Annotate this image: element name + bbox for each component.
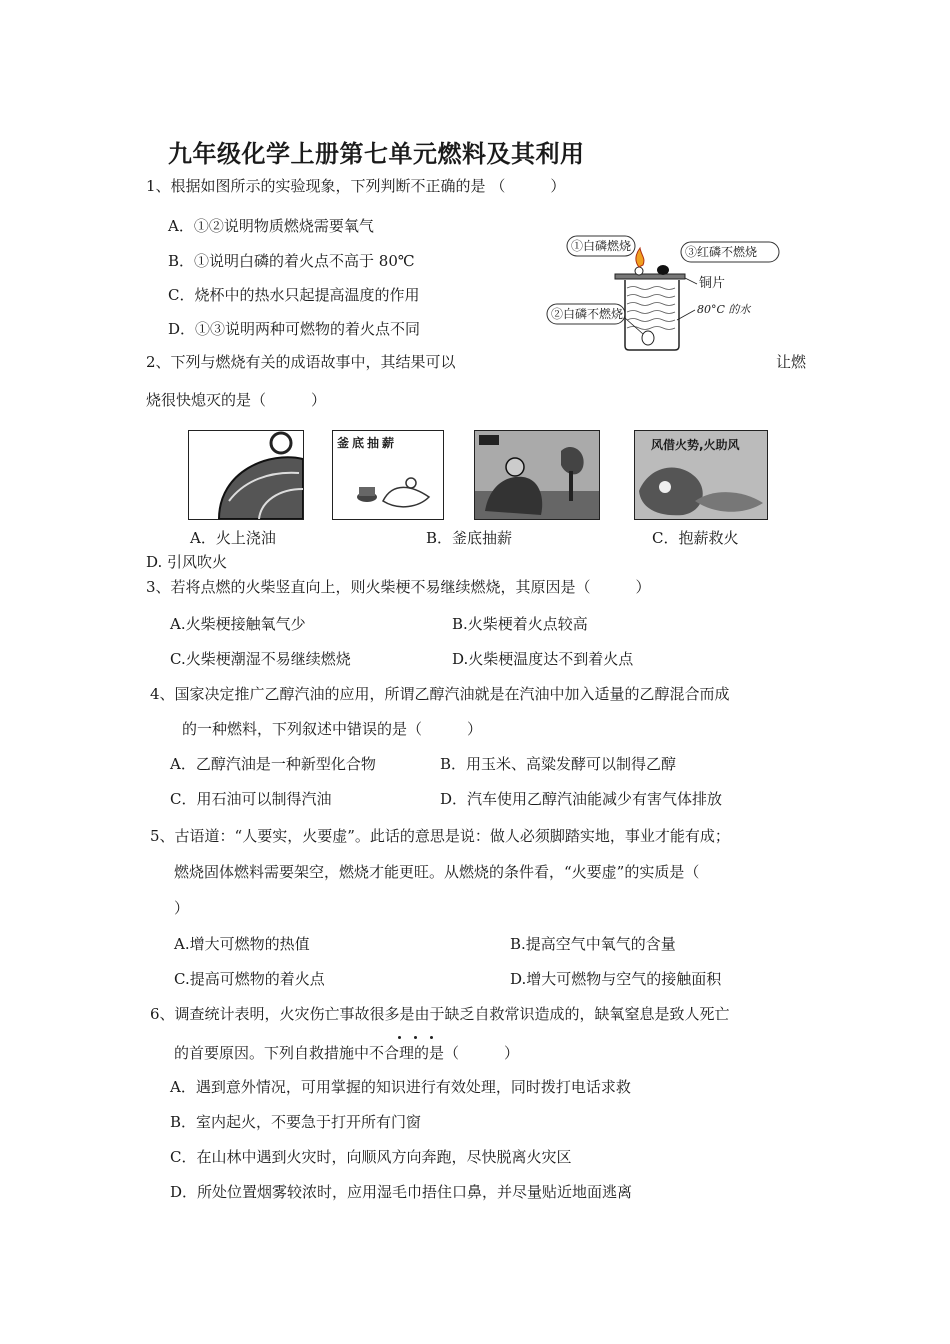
q1-option-a: A．①②说明物质燃烧需要氧气: [168, 217, 374, 235]
q2-option-a: A．火上浇油: [190, 529, 276, 547]
page-title: 九年级化学上册第七单元燃料及其利用: [168, 140, 585, 168]
q4-option-a: A．乙醇汽油是一种新型化合物: [170, 755, 376, 773]
q6-stem-line1: 6、调查统计表明，火灾伤亡事故很多是由于缺乏自救常识造成的，缺氧窒息是致人死亡: [150, 1005, 730, 1023]
q6-stem-line2: 的首要原因。下列自救措施中不合理的是（ ）: [174, 1044, 520, 1062]
q1-option-b: B．①说明白磷的着火点不高于 80℃: [168, 252, 415, 270]
q3-option-c: C.火柴梗潮湿不易继续燃烧: [170, 650, 351, 668]
q6-option-a: A．遇到意外情况，可用掌握的知识进行有效处理，同时拨打电话求救: [170, 1078, 631, 1096]
q3-option-a: A.火柴梗接触氧气少: [170, 615, 306, 633]
q2-stem-part1: 2、下列与燃烧有关的成语故事中，其结果可以: [146, 353, 456, 371]
q2-stem-part2: 让燃: [776, 353, 807, 371]
q1-experiment-figure: [545, 228, 785, 354]
q1-option-c: C．烧杯中的热水只起提高温度的作用: [168, 286, 420, 304]
q6-option-b: B．室内起火，不要急于打开所有门窗: [170, 1113, 422, 1131]
q6-option-d: D．所处位置烟雾较浓时，应用湿毛巾捂住口鼻，并尽量贴近地面逃离: [170, 1183, 633, 1201]
q5-option-c: C.提高可燃物的着火点: [174, 970, 325, 988]
q4-option-c: C．用石油可以制得汽油: [170, 790, 332, 808]
q2-picture-d-label: 风借火势,火助风: [651, 438, 740, 452]
q2-option-c: C．抱薪救火: [652, 529, 739, 547]
q2-option-b: B．釜底抽薪: [426, 529, 513, 547]
q5-stem-line1: 5、古语道：“人要实，火要虚”。此话的意思是说：做人必须脚踏实地，事业才能有成；: [150, 827, 730, 845]
label-white-phosphorus-water: ②白磷不燃烧: [551, 307, 624, 321]
q4-option-d: D．汽车使用乙醇汽油能减少有害气体排放: [440, 790, 723, 808]
q5-option-a: A.增大可燃物的热值: [174, 935, 310, 953]
q5-option-d: D.增大可燃物与空气的接触面积: [510, 970, 722, 988]
label-red-phosphorus: ③红磷不燃烧: [685, 245, 758, 259]
q3-option-d: D.火柴梗温度达不到着火点: [452, 650, 634, 668]
q1-stem: 1、根据如图所示的实验现象，下列判断不正确的是 （ ）: [146, 177, 566, 195]
q5-stem-line2: 燃烧固体燃料需要架空，燃烧才能更旺。从燃烧的条件看，“火要虚”的实质是（: [174, 863, 700, 881]
q5-option-b: B.提高空气中氧气的含量: [510, 935, 676, 953]
q2-picture-b-label: 釜底抽薪: [337, 436, 398, 450]
q4-option-b: B．用玉米、高粱发酵可以制得乙醇: [440, 755, 677, 773]
q3-stem: 3、若将点燃的火柴竖直向上，则火柴梗不易继续燃烧，其原因是（ ）: [146, 578, 651, 596]
q2-picture-b: [332, 430, 444, 520]
label-hot-water: 80°C 的水: [697, 303, 751, 316]
label-copper-plate: 铜片: [699, 276, 726, 291]
q2-picture-d: [634, 430, 768, 520]
q5-stem-line3: ）: [174, 899, 190, 917]
emphasis-dot: [398, 1036, 401, 1039]
emphasis-dot: [414, 1036, 417, 1039]
q6-option-c: C．在山林中遇到火灾时，向顺风方向奔跑，尽快脱离火灾区: [170, 1148, 572, 1166]
q2-stem-part3: 烧很快熄灭的是（ ）: [146, 391, 327, 409]
q2-option-d: D. 引风吹火: [146, 553, 228, 571]
q1-option-d: D．①③说明两种可燃物的着火点不同: [168, 320, 421, 338]
q2-picture-c: [474, 430, 600, 520]
q4-stem-line2: 的一种燃料，下列叙述中错误的是（ ）: [182, 720, 483, 738]
q4-stem-line1: 4、国家决定推广乙醇汽油的应用，所谓乙醇汽油就是在汽油中加入适量的乙醇混合而成: [150, 685, 730, 703]
label-white-phosphorus-burning: ①白磷燃烧: [571, 239, 632, 253]
q2-picture-a: [188, 430, 304, 520]
q3-option-b: B.火柴梗着火点较高: [452, 615, 588, 633]
emphasis-dot: [430, 1036, 433, 1039]
